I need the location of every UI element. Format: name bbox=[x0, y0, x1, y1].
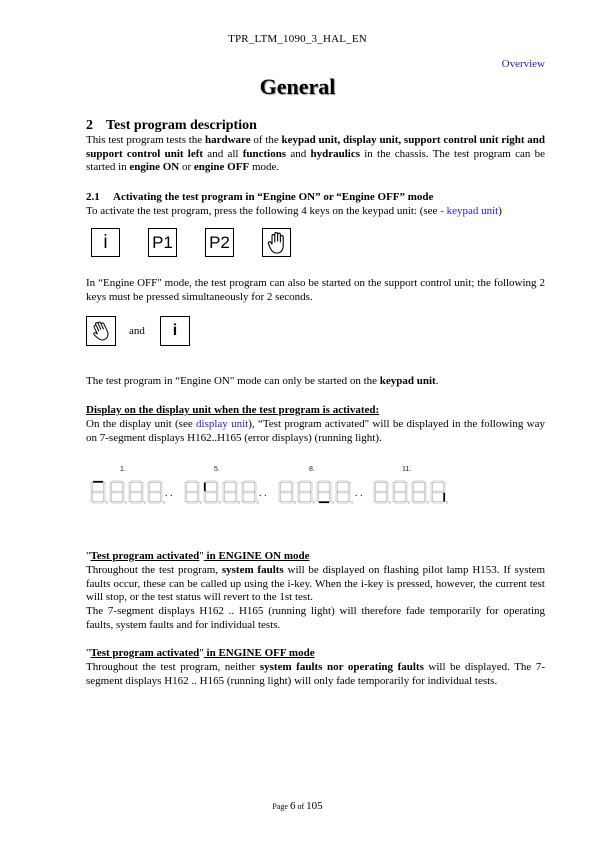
keypad-unit-link[interactable]: - keypad unit bbox=[440, 205, 499, 217]
step-label-8: 8. bbox=[309, 466, 315, 473]
segment bbox=[235, 493, 237, 502]
active-segment bbox=[443, 493, 445, 502]
segment bbox=[376, 481, 386, 483]
segment bbox=[281, 481, 291, 483]
segment bbox=[431, 493, 433, 502]
segment bbox=[197, 493, 199, 502]
segment bbox=[148, 493, 150, 502]
section-title: Test program description bbox=[106, 118, 257, 133]
and-label: and bbox=[129, 325, 145, 337]
segment bbox=[131, 481, 141, 483]
segment bbox=[122, 493, 124, 502]
segment bbox=[197, 483, 199, 492]
key-i: i bbox=[91, 228, 120, 257]
segment bbox=[150, 491, 160, 493]
segment bbox=[141, 493, 143, 502]
key-i-support: i bbox=[160, 316, 190, 346]
key-p2: P2 bbox=[205, 228, 234, 257]
segment-dot bbox=[427, 502, 429, 504]
segment bbox=[187, 481, 197, 483]
segment bbox=[110, 493, 112, 502]
subsection-title: Activating the test program in “Engine ON” or “Engine OFF” mode bbox=[113, 191, 434, 203]
segment bbox=[386, 493, 388, 502]
segment bbox=[279, 483, 281, 492]
display-heading: Display on the display unit when the test program is activated: bbox=[86, 404, 380, 416]
segment bbox=[291, 483, 293, 492]
segment-dot bbox=[219, 502, 221, 504]
segment bbox=[338, 481, 348, 483]
segment bbox=[112, 501, 122, 503]
segment bbox=[112, 491, 122, 493]
overview-link[interactable]: Overview bbox=[501, 58, 545, 70]
hand-icon bbox=[87, 317, 114, 345]
active-segment bbox=[93, 481, 103, 483]
segment bbox=[298, 493, 300, 502]
segment bbox=[433, 481, 443, 483]
hand-icon bbox=[266, 231, 288, 255]
segment bbox=[131, 501, 141, 503]
segment bbox=[374, 483, 376, 492]
segment bbox=[336, 483, 338, 492]
segment bbox=[242, 493, 244, 502]
segment bbox=[317, 493, 319, 502]
page-title: General bbox=[259, 74, 336, 99]
segment-dot bbox=[332, 502, 334, 504]
segment bbox=[244, 481, 254, 483]
segment bbox=[336, 493, 338, 502]
segment bbox=[244, 501, 254, 503]
engine-on-paragraph-1: Throughout the test program, system faults will be displayed on flashing pilot lamp H153. If system faults occur, these can be called up using the i-key. When the i-key is pressed, however, the current test will stop, or the test status will revert to the 1st test. bbox=[86, 564, 545, 603]
segment bbox=[395, 491, 405, 493]
page-footer: Page 6 of 105 bbox=[272, 800, 323, 812]
segment bbox=[412, 483, 414, 492]
segment bbox=[122, 483, 124, 492]
separator-3: . . bbox=[355, 488, 363, 499]
segment bbox=[242, 483, 244, 492]
segment bbox=[91, 493, 93, 502]
segment bbox=[433, 501, 443, 503]
active-segment bbox=[319, 501, 329, 503]
segment bbox=[310, 483, 312, 492]
segment bbox=[91, 483, 93, 492]
segment bbox=[93, 491, 103, 493]
segment bbox=[204, 493, 206, 502]
section-2-heading bbox=[86, 118, 257, 134]
engine-off-title: "Test program activated" in ENGINE OFF mode bbox=[86, 647, 315, 659]
segment bbox=[291, 493, 293, 502]
segment bbox=[338, 501, 348, 503]
segment bbox=[395, 481, 405, 483]
segment-dot bbox=[125, 502, 127, 504]
segment bbox=[187, 491, 197, 493]
engine-on-paragraph-2: The 7-segment displays H162 .. H165 (running light) will therefore fade temporarily for operating faults, system faults and for individual tests. bbox=[86, 605, 545, 631]
segment bbox=[329, 483, 331, 492]
segment bbox=[300, 481, 310, 483]
segment-dot bbox=[200, 502, 202, 504]
engine-off-paragraph: Throughout the test program, neither system faults nor operating faults will be displayed. The 7-segment displays H162 .. H165 (running light) will only fade temporarily for individual tests. bbox=[86, 661, 545, 687]
segment bbox=[348, 493, 350, 502]
segment bbox=[187, 501, 197, 503]
subsection-number: 2.1 bbox=[86, 191, 100, 203]
segment-dot bbox=[238, 502, 240, 504]
segment bbox=[185, 493, 187, 502]
engine-on-only-paragraph: The test program in “Engine ON" mode can only be started on the keypad unit. bbox=[86, 375, 439, 387]
segment bbox=[148, 483, 150, 492]
step-label-5: 5. bbox=[214, 466, 220, 473]
segment bbox=[412, 493, 414, 502]
engine-off-start-paragraph: In “Engine OFF" mode, the test program can also be started on the support control unit; the following 2 keys must be pressed simultaneously for 2 seconds. bbox=[86, 277, 545, 303]
segment bbox=[376, 491, 386, 493]
segment bbox=[348, 483, 350, 492]
segment-dot bbox=[257, 502, 259, 504]
segment-dot bbox=[294, 502, 296, 504]
segment bbox=[235, 483, 237, 492]
activation-instruction: To activate the test program, press the following 4 keys on the keypad unit: (see - keypad unit) bbox=[86, 205, 502, 217]
segment bbox=[206, 491, 216, 493]
segment bbox=[103, 483, 105, 492]
key-hand bbox=[262, 228, 291, 257]
step-label-1: 1. bbox=[120, 466, 126, 473]
segment bbox=[160, 493, 162, 502]
segment bbox=[393, 493, 395, 502]
display-unit-link[interactable]: display unit bbox=[196, 418, 249, 430]
segment bbox=[206, 501, 216, 503]
key-hand-support bbox=[86, 316, 116, 346]
segment bbox=[150, 501, 160, 503]
seven-segment-running-light bbox=[86, 478, 458, 508]
segment bbox=[443, 483, 445, 492]
section-2-intro: This test program tests the hardware of the keypad unit, display unit, support control unit right and support control unit left and all functions and hydraulics in the chassis. The test program can be started in engine ON or engine OFF mode. bbox=[86, 134, 546, 173]
segment bbox=[279, 493, 281, 502]
active-segment bbox=[204, 483, 206, 492]
segment-dot bbox=[313, 502, 315, 504]
segment bbox=[150, 481, 160, 483]
segment bbox=[112, 481, 122, 483]
segment bbox=[405, 493, 407, 502]
segment bbox=[300, 501, 310, 503]
segment bbox=[223, 483, 225, 492]
segment bbox=[281, 491, 291, 493]
segment bbox=[281, 501, 291, 503]
segment bbox=[405, 483, 407, 492]
segment bbox=[225, 491, 235, 493]
separator-1: . . bbox=[165, 488, 173, 499]
document-id: TPR_LTM_1090_3_HAL_EN bbox=[228, 33, 367, 45]
segment bbox=[329, 493, 331, 502]
segment bbox=[254, 483, 256, 492]
segment bbox=[374, 493, 376, 502]
segment bbox=[216, 483, 218, 492]
segment bbox=[317, 483, 319, 492]
segment bbox=[93, 501, 103, 503]
segment-dot bbox=[351, 502, 353, 504]
segment bbox=[414, 491, 424, 493]
segment bbox=[129, 493, 131, 502]
segment bbox=[185, 483, 187, 492]
segment-dot bbox=[106, 502, 108, 504]
segment bbox=[431, 483, 433, 492]
segment bbox=[254, 493, 256, 502]
segment bbox=[319, 491, 329, 493]
segment bbox=[131, 491, 141, 493]
segment bbox=[424, 483, 426, 492]
segment bbox=[310, 493, 312, 502]
display-paragraph: On the display unit (see display unit), “Test program activated" will be displayed in the following way on 7-segment displays H162..H165 (error displays) (running light). bbox=[86, 418, 545, 444]
segment bbox=[298, 483, 300, 492]
segment bbox=[414, 481, 424, 483]
segment bbox=[244, 491, 254, 493]
segment bbox=[338, 491, 348, 493]
key-p1: P1 bbox=[148, 228, 177, 257]
segment bbox=[110, 483, 112, 492]
segment bbox=[386, 483, 388, 492]
section-number: 2 bbox=[86, 118, 93, 133]
segment bbox=[103, 493, 105, 502]
segment bbox=[300, 491, 310, 493]
page-total: 105 bbox=[306, 800, 323, 812]
segment-dot bbox=[144, 502, 146, 504]
segment-dot bbox=[408, 502, 410, 504]
step-label-11: 11. bbox=[402, 466, 412, 473]
page-number: 6 bbox=[289, 800, 296, 812]
section-2-1-heading bbox=[86, 191, 433, 203]
segment bbox=[141, 483, 143, 492]
segment bbox=[129, 483, 131, 492]
segment bbox=[395, 501, 405, 503]
engine-on-title: "Test program activated" in ENGINE ON mode bbox=[86, 550, 310, 562]
segment bbox=[424, 493, 426, 502]
segment bbox=[433, 491, 443, 493]
segment bbox=[225, 501, 235, 503]
segment bbox=[225, 481, 235, 483]
segment-dot bbox=[389, 502, 391, 504]
segment-dot bbox=[446, 502, 448, 504]
segment bbox=[319, 481, 329, 483]
segment bbox=[160, 483, 162, 492]
segment-dot bbox=[163, 502, 165, 504]
segment bbox=[376, 501, 386, 503]
segment bbox=[414, 501, 424, 503]
segment bbox=[206, 481, 216, 483]
segment bbox=[223, 493, 225, 502]
separator-2: . . bbox=[259, 488, 267, 499]
segment bbox=[216, 493, 218, 502]
segment bbox=[393, 483, 395, 492]
